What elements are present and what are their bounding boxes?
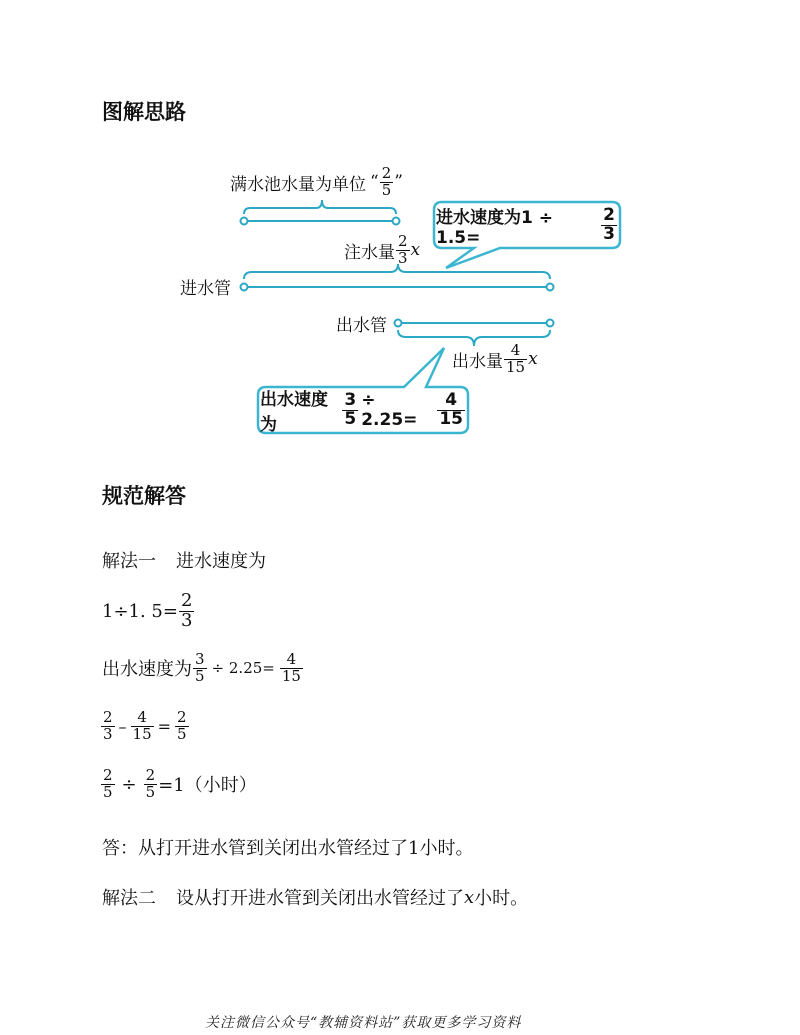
equation-net-speed: $\frac{2}{3}$ – $\frac{4}{15}$ = $\frac{2}{5}$ xyxy=(103,708,187,743)
endpoint-dot xyxy=(547,320,554,327)
callout-out-text: 出水速度为 $\frac{3}{5}$ ÷ 2.25= $\frac{4}{15}$ xyxy=(260,389,463,435)
full-pool-fraction: $\frac{2}{5}$ xyxy=(381,164,392,199)
callout-out-fraction-1: $\frac{3}{5}$ xyxy=(344,389,357,429)
fraction: $\frac{2}{3}$ xyxy=(180,590,193,631)
callout-in-text: 进水速度为1 ÷ 1.5= $\frac{2}{3}$ xyxy=(436,204,615,248)
answer-line: 答：从打开进水管到关闭出水管经过了1小时。 xyxy=(102,838,474,859)
section-title-diagram: 图解思路 xyxy=(102,100,186,124)
method1-line xyxy=(102,547,266,573)
section-title-solution: 规范解答 xyxy=(102,484,186,508)
fraction: $\frac{2}{5}$ xyxy=(103,766,113,801)
fraction: $\frac{2}{5}$ xyxy=(177,708,187,743)
footer-watermark: 关注微信公众号“教辅资料站”获取更多学习资料 xyxy=(205,1015,522,1031)
equation-in-speed: 1÷1. 5= $\frac{2}{3}$ xyxy=(102,590,193,631)
method1-label: 解法一 xyxy=(102,551,156,572)
full-pool-brace xyxy=(244,200,396,214)
endpoint-dot xyxy=(547,284,554,291)
method2-line: 解法二 设从打开进水管到关闭出水管经过了 x 小时。 xyxy=(102,884,528,910)
fraction: $\frac{2}{3}$ xyxy=(103,708,113,743)
endpoint-dot xyxy=(241,218,248,225)
inflow-amount-label: 注水量 $\frac{2}{3}$ x xyxy=(344,232,421,267)
fraction: $\frac{3}{5}$ xyxy=(195,650,205,685)
endpoint-dot xyxy=(393,218,400,225)
outflow-amount-label: 出水量 $\frac{4}{15}$ x xyxy=(452,341,538,376)
callout-in-fraction: $\frac{2}{3}$ xyxy=(603,204,615,244)
equation-out-speed: 出水速度为 $\frac{3}{5}$ ÷ 2.25= $\frac{4}{15}$ xyxy=(102,650,301,685)
fraction: $\frac{4}{15}$ xyxy=(281,650,301,685)
outflow-fraction: $\frac{4}{15}$ xyxy=(506,341,526,376)
out-pipe-label: 出水管 xyxy=(336,316,387,336)
endpoint-dot xyxy=(241,284,248,291)
equation-time: $\frac{2}{5}$ ÷ $\frac{2}{5}$ =1（小时） xyxy=(103,766,257,801)
in-pipe-label: 进水管 xyxy=(180,279,231,299)
endpoint-dot xyxy=(395,320,402,327)
fraction: $\frac{4}{15}$ xyxy=(132,708,152,743)
fraction: $\frac{2}{5}$ xyxy=(145,766,156,801)
full-pool-label: 满水池水量为单位 “ $\frac{2}{5}$ ” xyxy=(230,164,403,199)
method2-label: 解法二 xyxy=(102,888,156,909)
callout-out-fraction-2: $\frac{4}{15}$ xyxy=(439,389,463,429)
method1-text: 进水速度为 xyxy=(176,551,266,572)
inflow-fraction: $\frac{2}{3}$ xyxy=(398,232,408,267)
